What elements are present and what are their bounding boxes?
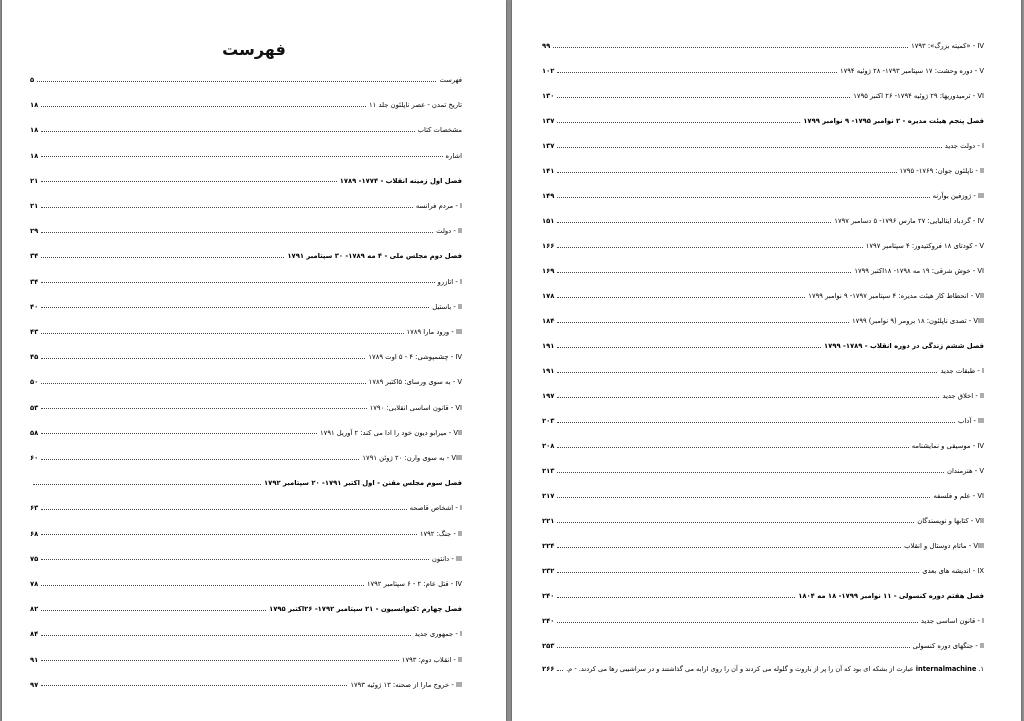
toc-entry-title: V - کودتای ۱۸ فروکتیدور: ۴ سپتامبر ۱۷۹۷ — [865, 242, 984, 250]
toc-entry-title: VIII - ماتام دوستال و انقلاب — [904, 542, 984, 550]
toc-entry-title: II - جنگ: ۱۷۹۲ — [419, 529, 462, 538]
toc-leader-dots — [41, 181, 336, 182]
toc-entry[interactable] — [542, 514, 984, 528]
toc-leader-dots — [41, 282, 434, 283]
toc-leader-dots — [557, 597, 795, 598]
toc-entry-title: I - جمهوری جدید — [414, 630, 462, 639]
toc-leader-dots — [41, 131, 414, 132]
toc-entry-title: II - ناپلئون جوان: ۱۷۶۹- ۱۷۹۵ — [899, 167, 984, 175]
toc-page-number: ۸۴ — [30, 630, 39, 639]
toc-entry[interactable] — [542, 39, 984, 53]
toc-leader-dots — [33, 484, 261, 485]
toc-entry[interactable] — [542, 114, 984, 128]
toc-entry-title: I - دولت جدید — [944, 142, 984, 150]
toc-leader-dots — [557, 197, 929, 198]
toc-entry[interactable] — [542, 214, 984, 228]
toc-page-number: ۳۴ — [30, 252, 39, 261]
toc-entry[interactable] — [542, 189, 984, 203]
toc-page-number: ۱۵۱ — [542, 217, 555, 225]
toc-entry-title: II - دولت — [436, 227, 462, 236]
toc-page-number: ۱۴۹ — [542, 192, 555, 200]
toc-page-number: ۱۸ — [30, 126, 39, 135]
toc-page-number: ۱۳۷ — [542, 117, 555, 125]
right-toc-list — [512, 0, 1021, 721]
toc-leader-dots — [41, 685, 347, 686]
toc-entry[interactable] — [542, 314, 984, 328]
toc-page-number: ۲۲۱ — [542, 517, 555, 525]
toc-entry[interactable] — [542, 264, 984, 278]
toc-page-number: ۳۴ — [30, 277, 39, 286]
toc-page-number: ۱۳۰ — [542, 92, 555, 100]
toc-page-number: ۱۹۷ — [542, 392, 555, 400]
toc-entry-title: I - اشخاص قاصحه — [409, 504, 462, 513]
toc-page-number: ۱۰۲ — [542, 67, 555, 75]
toc-page-number: ۲۴۰ — [542, 592, 555, 600]
toc-entry[interactable] — [30, 249, 462, 263]
toc-page-number: ۲۱۳ — [542, 467, 555, 475]
footnote-brand: internalmachine — [915, 665, 977, 673]
toc-entry-title: III - ورود مارا ۱۷۸۹ — [406, 328, 462, 336]
toc-leader-dots — [557, 97, 850, 98]
toc-entry[interactable] — [542, 89, 984, 103]
toc-entry-title: فصل ششم زندگی در دوره انقلاب - ۱۷۸۹- ۱۷۹۹ — [824, 342, 984, 350]
toc-entry-title: IV - چشمپوشی: ۴ - ۵ اوت ۱۷۸۹ — [368, 353, 462, 362]
toc-leader-dots — [557, 297, 805, 298]
toc-entry[interactable] — [542, 464, 984, 478]
toc-leader-dots — [41, 383, 365, 384]
toc-entry[interactable] — [542, 614, 984, 628]
toc-page-number: ۱۶۹ — [542, 267, 555, 275]
toc-entry[interactable] — [30, 73, 462, 87]
toc-leader-dots — [41, 257, 284, 258]
toc-entry[interactable] — [542, 64, 984, 78]
toc-leader-dots — [557, 172, 896, 173]
toc-page-number: ۱۸۴ — [542, 317, 555, 325]
toc-leader-dots — [41, 408, 366, 409]
toc-entry-title: VII - میرابو دیون خود را ادا می کند: ۲ آوریل ۱۷۹۱ — [320, 428, 462, 437]
toc-entry-title: V - هنرمندان — [947, 467, 984, 475]
toc-leader-dots — [557, 647, 909, 648]
toc-page-number: ۴۵ — [30, 353, 39, 362]
toc-entry[interactable] — [30, 602, 462, 616]
toc-page-number: ۲۱ — [30, 202, 39, 210]
toc-leader-dots — [557, 522, 914, 523]
toc-entry[interactable] — [542, 239, 984, 253]
toc-page-number: ۵ — [30, 76, 35, 84]
toc-leader-dots — [41, 207, 413, 208]
toc-entry[interactable] — [30, 275, 462, 289]
toc-entry[interactable] — [542, 439, 984, 453]
footnote-marker: ۱. — [978, 665, 984, 673]
toc-leader-dots — [41, 635, 411, 636]
toc-entry[interactable] — [30, 199, 462, 213]
toc-entry-title: IX - اندیشه های بعدی — [922, 567, 984, 575]
right-document-page — [512, 0, 1021, 721]
toc-page-number: ۷۵ — [30, 554, 39, 563]
toc-page-number: ۵۳ — [30, 403, 39, 412]
toc-entry[interactable] — [542, 489, 984, 503]
toc-page-number: ۲۲۴ — [542, 542, 555, 550]
toc-entry-title: تاریخ تمدن - عصر ناپلئون جلد ۱۱ — [368, 101, 462, 110]
toc-entry-title: II - باستیل — [432, 302, 462, 311]
toc-entry[interactable] — [30, 577, 462, 591]
toc-entry[interactable] — [30, 174, 462, 188]
toc-leader-dots — [557, 247, 862, 248]
toc-entry-title: IV - قتل عام: ۲ - ۶ سپتامبر ۱۷۹۲ — [366, 580, 462, 588]
toc-entry[interactable] — [30, 426, 462, 440]
toc-entry-title: IV - «کمیته بزرگ»: ۱۷۹۳ — [911, 42, 984, 50]
toc-leader-dots — [41, 307, 429, 308]
toc-leader-dots — [41, 333, 403, 334]
toc-entry[interactable] — [542, 389, 984, 403]
toc-entry-title: V - دوره وحشت: ۱۷ سپتامبر ۱۷۹۳- ۲۸ ژوئیه ۱۷۹۴ — [839, 67, 984, 75]
toc-entry-title: فصل چهارم :کنوانسیون - ۲۱ سپتامبر ۱۷۹۲- ۲۶اکتبر ۱۷۹۵ — [269, 605, 462, 614]
toc-leader-dots — [557, 572, 919, 573]
toc-entry-title: III - خروج مارا از صحنه: ۱۳ ژوئیه ۱۷۹۳ — [350, 680, 462, 689]
toc-leader-dots — [557, 622, 917, 623]
footnote-page-number: ۲۶۶ — [542, 665, 555, 673]
toc-entry-title: IV - موسیقی و نمایشنامه — [911, 442, 984, 450]
toc-entry[interactable] — [542, 414, 984, 428]
toc-entry[interactable] — [30, 350, 462, 364]
left-document-page — [2, 0, 506, 721]
toc-leader-dots — [41, 232, 433, 233]
toc-leader-dots — [557, 72, 837, 73]
toc-page-number: ۲۳۲ — [542, 567, 555, 575]
toc-page-number: ۲۴۰ — [542, 617, 555, 625]
toc-entry[interactable] — [542, 639, 984, 653]
toc-entry-title: VIII - به سوی وارن: ۲۰ ژوئن ۱۷۹۱ — [362, 454, 462, 462]
toc-leader-dots — [557, 422, 955, 423]
toc-page-number: ۲۵۳ — [542, 642, 555, 650]
toc-leader-dots — [37, 81, 436, 82]
toc-entry[interactable] — [542, 164, 984, 178]
toc-page-number: ۲۰۳ — [542, 417, 555, 425]
toc-leader-dots — [557, 472, 944, 473]
toc-entry-title: I - طبقات جدید — [940, 367, 984, 375]
toc-entry-title: VI - خوش شرقی: ۱۹ مه ۱۷۹۸- ۱۸اکتبر ۱۷۹۹ — [854, 267, 984, 275]
toc-entry-title: VII - انحطاط کار هیئت مدیره: ۴ سپتامبر ۱۷۹۷- ۹ نوامبر ۱۷۹۹ — [808, 292, 984, 300]
toc-entry-title: VII - کتابها و نویسندگان — [917, 517, 984, 525]
toc-entry[interactable] — [30, 375, 462, 389]
toc-entry[interactable] — [30, 678, 462, 692]
toc-entry-title: I - مردم فرانسه — [415, 202, 462, 210]
toc-entry-title: V - به سوی ورسای: ۵اکتبر ۱۷۸۹ — [368, 378, 462, 387]
toc-entry-title: اشاره — [445, 151, 462, 160]
toc-page-number: ۱۷۸ — [542, 292, 555, 300]
toc-leader-dots — [557, 322, 849, 323]
toc-entry[interactable] — [542, 364, 984, 378]
toc-leader-dots — [41, 156, 442, 157]
toc-leader-dots — [41, 509, 406, 510]
toc-entry-title: فصل دوم مجلس ملی - ۴ مه ۱۷۸۹- ۳۰ سپتامبر ۱۷۹۱ — [287, 252, 462, 261]
toc-entry-title: I - اتازرو — [437, 277, 462, 286]
toc-page-number: ۲۰۸ — [542, 442, 555, 450]
toc-page-number: ۶۸ — [30, 529, 39, 538]
toc-entry-title: II - اخلاق جدید — [942, 392, 984, 400]
toc-page-number: ۴۳ — [30, 328, 39, 336]
toc-leader-dots — [41, 610, 266, 611]
toc-entry-title: مشخصات کتاب — [417, 126, 462, 135]
toc-entry[interactable] — [30, 224, 462, 238]
toc-page-number: ۴۰ — [30, 302, 39, 311]
toc-page-number: ۱۴۱ — [542, 167, 555, 175]
footnote — [542, 662, 984, 676]
toc-leader-dots — [41, 660, 398, 661]
toc-leader-dots — [41, 459, 359, 460]
toc-leader-dots — [557, 497, 930, 498]
toc-entry-title: VI - قانون اساسی انقلابی: ۱۷۹۰ — [369, 403, 462, 412]
toc-page-number: ۸۲ — [30, 605, 39, 614]
toc-leader-dots — [557, 547, 901, 548]
toc-page-number: ۵۰ — [30, 378, 39, 387]
toc-entry-title: III - آداب — [958, 417, 984, 425]
toc-entry[interactable] — [30, 552, 462, 566]
toc-entry-title: IV - گردباد ایتالیایی: ۲۷ مارس ۱۷۹۶- ۵ دسامبر ۱۷۹۷ — [834, 217, 984, 225]
toc-leader-dots — [557, 397, 939, 398]
toc-page-number: ۹۱ — [30, 655, 39, 664]
toc-entry[interactable] — [30, 325, 462, 339]
toc-leader-dots — [557, 122, 800, 123]
toc-page-number: ۲۱۷ — [542, 492, 555, 500]
toc-leader-dots — [41, 433, 317, 434]
toc-leader-dots — [41, 534, 417, 535]
toc-entry-title: فصل هفتم دوره کنسولی - ۱۱ نوامبر ۱۷۹۹- ۱۸ مه ۱۸۰۴ — [798, 592, 984, 600]
toc-entry-title: فهرست — [439, 76, 462, 84]
toc-entry[interactable] — [542, 139, 984, 153]
footnote-text: عبارت از بشکه ای بود که آن را پر از باروت و گلوله می کردند و آن را روی ارابه می گذاشتند و در سراشیبی رها می کردند. - م. — [566, 665, 914, 673]
footnote-leader-dots — [557, 670, 563, 671]
toc-leader-dots — [557, 222, 831, 223]
toc-leader-dots — [557, 372, 937, 373]
left-toc-list — [2, 0, 506, 721]
toc-entry-title: I - قانون اساسی جدید — [920, 617, 984, 625]
toc-entry[interactable] — [30, 527, 462, 541]
toc-entry[interactable] — [542, 539, 984, 553]
toc-entry[interactable] — [542, 339, 984, 353]
toc-leader-dots — [41, 358, 365, 359]
toc-page-number: ۹۹ — [542, 42, 551, 50]
toc-page-number: ۱۸ — [30, 151, 39, 160]
toc-entry-title: VI - علم و فلسفه — [933, 492, 984, 500]
toc-entry-title: VI - ترمیدوریها: ۲۹ ژوئیه ۱۷۹۴- ۲۶ اکتبر ۱۷۹۵ — [853, 92, 984, 100]
toc-leader-dots — [41, 559, 429, 560]
toc-page-number: ۶۰ — [30, 454, 39, 462]
toc-page-number: ۶۳ — [30, 504, 39, 513]
toc-entry[interactable] — [30, 98, 462, 112]
toc-leader-dots — [41, 106, 366, 107]
toc-entry[interactable] — [30, 123, 462, 137]
toc-entry-title: فصل سوم مجلس مقنن - اول اکتبر ۱۷۹۱- ۲۰ سپتامبر ۱۷۹۲ — [264, 479, 462, 488]
toc-page-number: ۱۹۱ — [542, 342, 555, 350]
toc-leader-dots — [557, 147, 941, 148]
toc-entry[interactable] — [542, 289, 984, 303]
toc-page-number: ۲۹ — [30, 227, 39, 236]
toc-page-number: ۷۸ — [30, 580, 39, 588]
toc-page-number: ۹۷ — [30, 680, 39, 689]
toc-entry-title: فصل اول زمینه انقلاب - ۱۷۷۴- ۱۷۸۹ — [339, 176, 462, 185]
toc-leader-dots — [557, 272, 851, 273]
toc-leader-dots — [557, 347, 821, 348]
toc-entry[interactable] — [542, 564, 984, 578]
toc-page-number: ۱۳۷ — [542, 142, 555, 150]
toc-entry[interactable] — [30, 501, 462, 515]
toc-entry-title: II - جنگهای دوره کنسولی — [912, 642, 984, 650]
toc-entry-title: III - ژوزفین بوآرنه — [932, 192, 984, 200]
toc-page-number: ۲۱ — [30, 176, 39, 185]
toc-entry-title: II - انقلاب دوم: ۱۷۹۳ — [401, 655, 462, 664]
toc-entry[interactable] — [542, 589, 984, 603]
toc-entry[interactable] — [30, 401, 462, 415]
toc-page-number: ۵۸ — [30, 428, 39, 437]
toc-leader-dots — [553, 47, 908, 48]
toc-entry[interactable] — [30, 627, 462, 641]
toc-entry[interactable] — [30, 476, 462, 490]
toc-leader-dots — [557, 447, 908, 448]
toc-title: فهرست — [222, 40, 286, 59]
toc-page-number: ۱۸ — [30, 101, 39, 110]
toc-entry-title: فصل پنجم هیئت مدیره - ۲ نوامبر ۱۷۹۵- ۹ نوامبر ۱۷۹۹ — [803, 117, 984, 125]
toc-page-number: ۱۶۶ — [542, 242, 555, 250]
toc-entry-title: III - دانتون — [431, 554, 462, 563]
toc-entry[interactable] — [30, 149, 462, 163]
toc-entry[interactable] — [30, 300, 462, 314]
toc-entry-title: VIII - تصدی ناپلئون: ۱۸ برومر (۹ نوامبر) ۱۷۹۹ — [852, 317, 984, 325]
toc-page-number: ۱۹۱ — [542, 367, 555, 375]
toc-entry[interactable] — [30, 451, 462, 465]
toc-entry[interactable] — [30, 653, 462, 667]
toc-leader-dots — [41, 585, 364, 586]
